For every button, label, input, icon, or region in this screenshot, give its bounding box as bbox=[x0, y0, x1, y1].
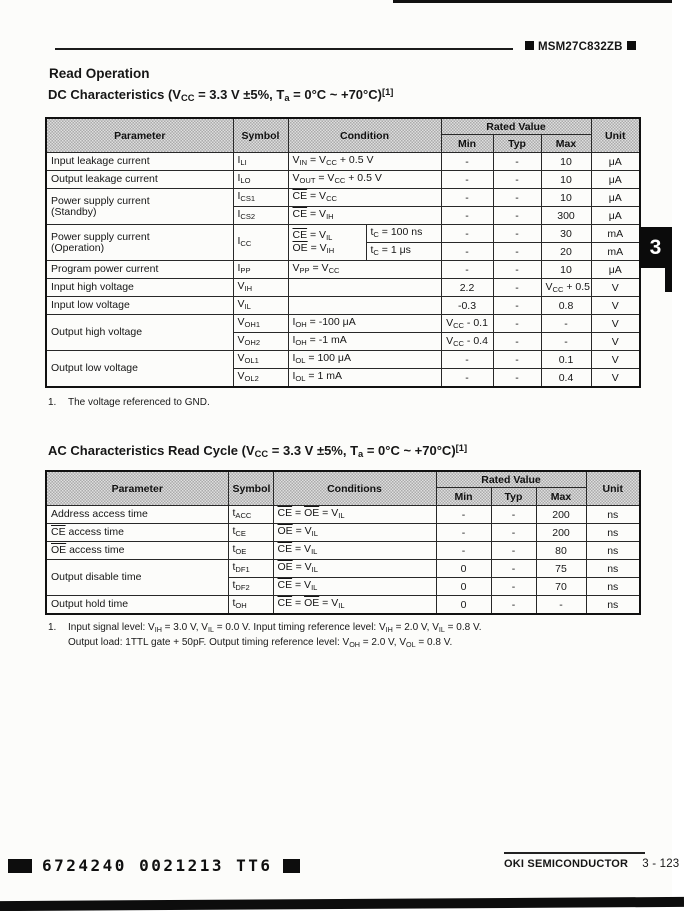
cell-typ: - bbox=[493, 297, 541, 315]
cell-max: 0.8 bbox=[541, 297, 591, 315]
cell-condition: $\overline{OE} = V_{IL}$ bbox=[273, 524, 436, 542]
table-row bbox=[46, 560, 640, 578]
cell-unit: mA bbox=[591, 243, 640, 261]
cell-parameter: Input leakage current bbox=[46, 153, 233, 171]
cell-typ: - bbox=[491, 524, 536, 542]
black-square-icon bbox=[525, 41, 534, 50]
cell-max: 70 bbox=[536, 578, 586, 596]
cell-condition: $\overline{CE} = \overline{OE} = V_{IL}$ bbox=[273, 596, 436, 615]
cell-min: - bbox=[441, 243, 493, 261]
cell-max: 300 bbox=[541, 207, 591, 225]
cell-max: 10 bbox=[541, 189, 591, 207]
cell-unit: μA bbox=[591, 189, 640, 207]
cell-condition: $V_{OUT} = V_{CC} + 0.5$ V bbox=[288, 171, 441, 189]
black-square-icon bbox=[283, 859, 300, 873]
col-header-unit: Unit bbox=[586, 471, 640, 506]
cell-typ: - bbox=[493, 261, 541, 279]
cell-min: 2.2 bbox=[441, 279, 493, 297]
scan-edge-line bbox=[393, 0, 672, 3]
cell-symbol: $V_{IL}$ bbox=[233, 297, 288, 315]
cell-condition: $I_{OL} = 100$ μA bbox=[288, 351, 441, 369]
cell-parameter: Input low voltage bbox=[46, 297, 233, 315]
cell-unit: V bbox=[591, 351, 640, 369]
cell-max: 10 bbox=[541, 261, 591, 279]
cell-typ: - bbox=[491, 578, 536, 596]
footnote-text bbox=[68, 621, 482, 651]
cell-unit: V bbox=[591, 333, 640, 351]
black-square-icon bbox=[627, 41, 636, 50]
cell-typ: - bbox=[491, 560, 536, 578]
cell-symbol: $V_{OH2}$ bbox=[233, 333, 288, 351]
cell-max: $V_{CC} + 0.5$ bbox=[541, 279, 591, 297]
cell-symbol: $V_{IH}$ bbox=[233, 279, 288, 297]
cell-unit: ns bbox=[586, 596, 640, 615]
col-header-parameter: Parameter bbox=[46, 118, 233, 153]
cell-unit: μA bbox=[591, 207, 640, 225]
cell-condition: $\overline{CE} = V_{IL}$ $\overline{OE} = V_{IH}$ bbox=[288, 225, 366, 261]
col-header-typ: Typ bbox=[493, 135, 541, 153]
cell-typ: - bbox=[491, 506, 536, 524]
cell-typ: - bbox=[493, 171, 541, 189]
footnote-text: The voltage referenced to GND. bbox=[68, 397, 210, 408]
cell-symbol: $t_{DF2}$ bbox=[228, 578, 273, 596]
col-header-rated-value: Rated Value bbox=[436, 471, 586, 488]
cell-max: - bbox=[536, 596, 586, 615]
cell-parameter: Address access time bbox=[46, 506, 228, 524]
cell-max: 0.4 bbox=[541, 369, 591, 388]
cell-typ: - bbox=[493, 207, 541, 225]
table-row bbox=[46, 315, 640, 333]
cell-unit: μA bbox=[591, 153, 640, 171]
cell-symbol: $t_{CE}$ bbox=[228, 524, 273, 542]
document-code bbox=[8, 856, 300, 875]
cell-symbol: $I_{CS2}$ bbox=[233, 207, 288, 225]
cell-typ: - bbox=[493, 243, 541, 261]
cell-condition: $\overline{OE} = V_{IL}$ bbox=[273, 560, 436, 578]
cell-min: - bbox=[441, 369, 493, 388]
dc-table-heading: DC Characteristics ($V_{CC} = 3.3$ V ±5%, $T_a = 0^\circ C$ ~ +70°C)[1] bbox=[48, 87, 394, 103]
col-header-max: Max bbox=[536, 488, 586, 506]
cell-typ: - bbox=[493, 351, 541, 369]
col-header-typ: Typ bbox=[491, 488, 536, 506]
header-row bbox=[46, 471, 640, 488]
cell-typ: - bbox=[493, 225, 541, 243]
cell-max: 80 bbox=[536, 542, 586, 560]
cell-condition: $\overline{CE} = V_{CC}$ bbox=[288, 189, 441, 207]
footer-rule bbox=[504, 852, 645, 854]
cell-unit: V bbox=[591, 369, 640, 388]
col-header-min: Min bbox=[441, 135, 493, 153]
cell-min: - bbox=[441, 225, 493, 243]
cell-min: 0 bbox=[436, 596, 491, 615]
cell-symbol: $I_{LO}$ bbox=[233, 171, 288, 189]
cell-symbol: $V_{OL1}$ bbox=[233, 351, 288, 369]
table-row bbox=[46, 225, 640, 243]
cell-unit: μA bbox=[591, 261, 640, 279]
cell-condition: $I_{OH} = -1$ mA bbox=[288, 333, 441, 351]
ac-table-heading: AC Characteristics Read Cycle ($V_{CC} = 3.3$ V ±5%, $T_a = 0^\circ C$ ~ +70°C)[1] bbox=[48, 443, 468, 459]
cell-condition: $V_{PP} = V_{CC}$ bbox=[288, 261, 441, 279]
cell-max: 20 bbox=[541, 243, 591, 261]
cell-unit: V bbox=[591, 279, 640, 297]
scan-edge-strip bbox=[665, 268, 672, 292]
col-header-condition: Condition bbox=[288, 118, 441, 153]
cell-symbol: $I_{LI}$ bbox=[233, 153, 288, 171]
footnote-marker: 1. bbox=[48, 622, 57, 633]
cell-max: - bbox=[541, 315, 591, 333]
dc-footnote bbox=[48, 396, 608, 409]
cell-unit: μA bbox=[591, 171, 640, 189]
publisher-name: OKI SEMICONDUCTOR bbox=[504, 858, 629, 870]
cell-min: - bbox=[436, 524, 491, 542]
cell-min: - bbox=[441, 171, 493, 189]
col-header-min: Min bbox=[436, 488, 491, 506]
cell-parameter: Power supply current (Standby) bbox=[46, 189, 233, 225]
cell-symbol: $I_{PP}$ bbox=[233, 261, 288, 279]
table-row bbox=[46, 189, 640, 207]
table-row bbox=[46, 153, 640, 171]
cell-condition: $\overline{CE} = \overline{OE} = V_{IL}$ bbox=[273, 506, 436, 524]
cell-unit: ns bbox=[586, 524, 640, 542]
cell-min: 0 bbox=[436, 560, 491, 578]
cell-min: $V_{CC} - 0.4$ bbox=[441, 333, 493, 351]
cell-min: $V_{CC} - 0.1$ bbox=[441, 315, 493, 333]
cell-typ: - bbox=[493, 279, 541, 297]
page-number: 3 - 123 bbox=[642, 858, 680, 870]
footnote-line: Output load: 1TTL gate + 50pF. Output timing reference level: $V_{OH} = 2.0$ V, $V_{OL} = 0.8$ V. bbox=[68, 637, 453, 649]
cell-unit: ns bbox=[586, 506, 640, 524]
table-row bbox=[46, 524, 640, 542]
table-row bbox=[46, 542, 640, 560]
cell-unit: ns bbox=[586, 560, 640, 578]
cell-symbol: $t_{DF1}$ bbox=[228, 560, 273, 578]
table-row bbox=[46, 261, 640, 279]
cell-parameter: Output high voltage bbox=[46, 315, 233, 351]
cell-typ: - bbox=[493, 369, 541, 388]
cell-max: 200 bbox=[536, 524, 586, 542]
cell-min: 0 bbox=[436, 578, 491, 596]
footer bbox=[504, 858, 680, 870]
cell-min: - bbox=[441, 351, 493, 369]
cell-parameter: Program power current bbox=[46, 261, 233, 279]
cell-symbol: $V_{OL2}$ bbox=[233, 369, 288, 388]
table-row bbox=[46, 297, 640, 315]
cell-parameter: Input high voltage bbox=[46, 279, 233, 297]
cell-min: - bbox=[441, 207, 493, 225]
col-header-rated-value: Rated Value bbox=[441, 118, 591, 135]
cell-parameter: $\overline{OE}$ access time bbox=[46, 542, 228, 560]
cell-parameter: Output hold time bbox=[46, 596, 228, 615]
cell-symbol: $t_{OE}$ bbox=[228, 542, 273, 560]
ac-characteristics-table bbox=[45, 470, 641, 615]
scan-bottom-bar bbox=[0, 897, 684, 911]
cell-condition bbox=[288, 279, 441, 297]
cell-condition: $I_{OH} = -100$ μA bbox=[288, 315, 441, 333]
header-rule bbox=[55, 48, 513, 50]
chapter-side-tab: 3 bbox=[639, 227, 672, 268]
cell-typ: - bbox=[493, 333, 541, 351]
cell-min: -0.3 bbox=[441, 297, 493, 315]
cell-parameter: Output low voltage bbox=[46, 351, 233, 388]
cell-min: - bbox=[441, 189, 493, 207]
cell-symbol: $I_{CC}$ bbox=[233, 225, 288, 261]
cell-typ: - bbox=[493, 153, 541, 171]
footnote-marker: 1. bbox=[48, 397, 57, 408]
cell-unit: V bbox=[591, 315, 640, 333]
col-header-max: Max bbox=[541, 135, 591, 153]
table-row bbox=[46, 171, 640, 189]
col-header-unit: Unit bbox=[591, 118, 640, 153]
cell-symbol: $I_{CS1}$ bbox=[233, 189, 288, 207]
doc-brand-header bbox=[521, 41, 640, 53]
cell-symbol: $V_{OH1}$ bbox=[233, 315, 288, 333]
ac-footnote bbox=[48, 621, 628, 651]
col-header-parameter: Parameter bbox=[46, 471, 228, 506]
col-header-symbol: Symbol bbox=[228, 471, 273, 506]
section-heading: Read Operation bbox=[49, 66, 150, 81]
header-row bbox=[46, 118, 640, 135]
cell-typ: - bbox=[491, 596, 536, 615]
cell-min: - bbox=[441, 261, 493, 279]
cell-parameter: Power supply current (Operation) bbox=[46, 225, 233, 261]
dc-characteristics-table bbox=[45, 117, 641, 388]
cell-max: 10 bbox=[541, 153, 591, 171]
cell-symbol: $t_{OH}$ bbox=[228, 596, 273, 615]
cell-typ: - bbox=[493, 315, 541, 333]
cell-symbol: $t_{ACC}$ bbox=[228, 506, 273, 524]
table-row bbox=[46, 279, 640, 297]
cell-max: 30 bbox=[541, 225, 591, 243]
document-code-text: 6724240 0021213 TT6 bbox=[42, 856, 273, 875]
cell-typ: - bbox=[493, 189, 541, 207]
cell-parameter: Output disable time bbox=[46, 560, 228, 596]
cell-condition: $I_{OL} = 1$ mA bbox=[288, 369, 441, 388]
cell-min: - bbox=[436, 542, 491, 560]
cell-condition-sub: $t_C = 1$ μs bbox=[366, 243, 441, 261]
cell-condition-sub: $t_C = 100$ ns bbox=[366, 225, 441, 243]
cell-unit: V bbox=[591, 297, 640, 315]
cell-condition: $\overline{CE} = V_{IH}$ bbox=[288, 207, 441, 225]
doc-brand-text: MSM27C832ZB bbox=[538, 41, 623, 53]
table-row bbox=[46, 506, 640, 524]
cell-parameter: $\overline{CE}$ access time bbox=[46, 524, 228, 542]
cell-max: - bbox=[541, 333, 591, 351]
cell-max: 0.1 bbox=[541, 351, 591, 369]
col-header-symbol: Symbol bbox=[233, 118, 288, 153]
footnote-line: Input signal level: $V_{IH} = 3.0$ V, $V_{IL} = 0.0$ V. Input timing reference level: $V_{IH} = 2.0$ V, $V_{IL} = 0.8$ V. bbox=[68, 622, 482, 634]
cell-max: 10 bbox=[541, 171, 591, 189]
cell-unit: ns bbox=[586, 578, 640, 596]
cell-condition: $\overline{CE} = V_{IL}$ bbox=[273, 578, 436, 596]
cell-typ: - bbox=[491, 542, 536, 560]
cell-min: - bbox=[441, 153, 493, 171]
black-square-icon bbox=[8, 859, 32, 873]
cell-condition: $\overline{CE} = V_{IL}$ bbox=[273, 542, 436, 560]
cell-max: 200 bbox=[536, 506, 586, 524]
cell-parameter: Output leakage current bbox=[46, 171, 233, 189]
cell-condition: $V_{IN} = V_{CC} + 0.5$ V bbox=[288, 153, 441, 171]
col-header-condition: Conditions bbox=[273, 471, 436, 506]
cell-unit: mA bbox=[591, 225, 640, 243]
cell-min: - bbox=[436, 506, 491, 524]
table-row bbox=[46, 351, 640, 369]
cell-max: 75 bbox=[536, 560, 586, 578]
table-row bbox=[46, 596, 640, 615]
cell-unit: ns bbox=[586, 542, 640, 560]
cell-condition bbox=[288, 297, 441, 315]
